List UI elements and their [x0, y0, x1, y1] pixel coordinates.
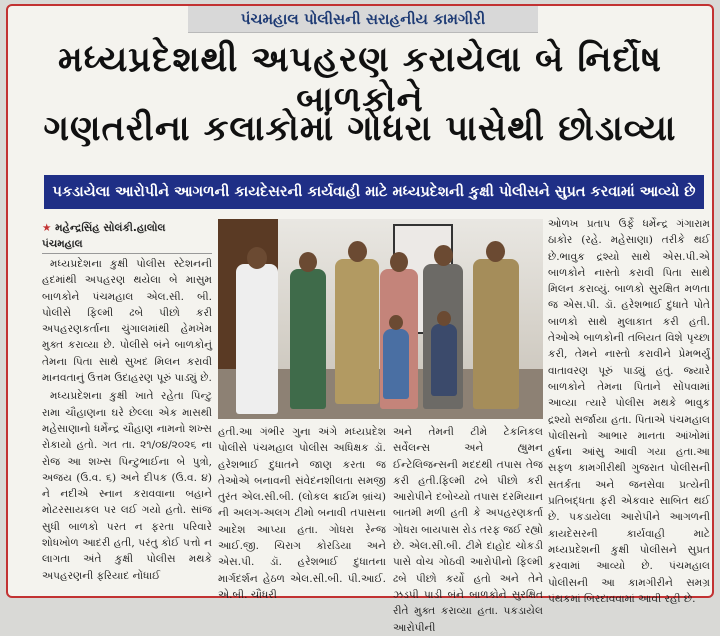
paragraph: ઓળખ પ્રતાપ ઉર્ફે ધર્મેન્દ્ર ગંગારામ ઠાકોર (રહે. મહેસાણા) તરીકે થઈ છે.ભાવુક દ્રશ્યો સાથે એસ.પી.એ બાળકોને નાસ્તો કરાવી પિતા સાથે મિલન કરાવ્યું. બાળકો સુરક્ષિત મળતા જ એસ.પી. ડૉ. હરેશભાઈ દુધાતે પોતે બાળકો સાથે મુલાકાત કરી હતી. તેઓએ બાળકોની તબિયત વિશે પૃચ્છા કરી, તેમને નાસ્તો કરાવીને પ્રેમભર્યું વાતાવરણ પૂરું પાડ્યું હતું. જ્યારે બાળકોને તેમના પિતાને સોંપવામાં આવ્યા ત્યારે પોલીસ મથકે ભાવુક દ્રશ્યો સર્જાયા હતા. પિતાએ પંચમહાલ પોલીસનો આભાર માનતા આંખોમાં હર્ષના આંસુ આવી ગયા હતા.આ સફળ કામગીરીથી ગુજરાત પોલીસની સતર્કતા અને જનસેવા પ્રત્યેની પ્રતિબદ્ધતા ફરી એકવાર સાબિત થઈ છે. પકડાયેલા આરોપીને આગળની કાયદેસરની કાર્યવાહી માટે મધ્યપ્રદેશની કુક્ષી પોલીસને સુપ્રત કરવામાં આવ્યો છે. પંચમહાલ પોલીસની આ કામગીરીને સમગ્ર પંથકમાં બિરદાવવામાં આવી રહી છે. [548, 218, 710, 605]
reporter-name: મહેન્દ્રસિંહ સોલંકી.હાલોલ [55, 222, 166, 234]
person-head [247, 247, 267, 269]
section-banner: પંચમહાલ પોલીસની સરાહનીય કામગીરી [188, 6, 538, 33]
dateline: પંચમહાલ [42, 238, 212, 254]
person-officer-white-shirt [236, 264, 278, 414]
newspaper-page [6, 4, 714, 634]
person-head [434, 245, 453, 266]
byline [42, 222, 202, 235]
person-head [486, 241, 505, 262]
news-photo [218, 219, 543, 419]
article-column-1 [42, 256, 212, 588]
headline-line-1: મધ્યપ્રદેશથી અપહરણ કરાયેલા બે નિર્દોષ બાળકોને [58, 40, 662, 120]
article-column-2 [218, 424, 386, 601]
person-head [348, 241, 367, 262]
paragraph: મધ્યપ્રદેશના કુક્ષી પોલીસ સ્ટેશનની હદમાંથી અપહરણ થયેલા બે માસુમ બાળકોને પંચમહાલ એલ.સી. બી. પોલીસે ફિલ્મી ઢબે પીછો કરી અપહરણકર્તાના ચુંગાલમાંથી હેમખેમ મુક્ત કરાવ્યા છે. પોલીસે બંને બાળકોનું તેમના પિતા સાથે સુખદ મિલન કરાવી માનવતાનું ઉત્તમ ઉદાહરણ પૂરું પાડ્યું છે. [42, 258, 212, 385]
article-column-4 [548, 216, 710, 605]
article-column-3 [393, 424, 543, 634]
person-head [299, 252, 317, 272]
subheadline: પકડાયેલા આરોપીને આગળની કાયદેસરની કાર્યવાહી માટે મધ્યપ્રદેશની કુક્ષી પોલીસને સુપ્રત કરવામાં આવ્યો છે [44, 175, 704, 209]
child-head [389, 315, 403, 330]
paragraph: હતી.આ ગંભીર ગુના અંગે મધ્યપ્રદેશ પોલીસે પંચમહાલ પોલીસ અધિક્ષક ડૉ. હરેશભાઈ દુધાતને જાણ કરતા જ તેઓએ બનાવની સંવેદનશીલતા સમજી તુરંત એલ.સી.બી. (લોકલ ક્રાઈમ બ્રાંચ) ની અલગ-અલગ ટીમો બનાવી તપાસના આદેશ આપ્યા હતા. ગોધરા રેન્જ આઈ.જી. ચિરાગ કોરડિયા અને એસ.પી. ડૉ. હરેશભાઈ દુધાતના માર્ગદર્શન હેઠળ એલ.સી.બી. પી.આઈ. એ.બી. ચૌધરી [218, 426, 386, 601]
child-two [431, 324, 457, 396]
person-checked-shirt [290, 269, 326, 409]
person-police-uniform [473, 259, 519, 409]
paragraph: મધ્યપ્રદેશના કુક્ષી ખાતે રહેતા પિન્ટુ રામા ચૌહાણના ઘરે છેલ્લા એક માસથી મહેસાણાનો ધર્મેન્દ્ર ચૌહાણ નામનો શખ્સ રોકાયો હતો. ગત તા. ૨૧/૦૪/૨૦૨૬ ના રોજ આ શખ્સ પિન્ટુભાઈના બે પુત્રો, અજય (ઉ.વ. ૬) અને દીપક (ઉ.વ. ૪) ને નદીએ સ્નાન કરાવવાના બહાને મોટરસાયકલ પર લઈ ગયો હતો. સાંજ સુધી બાળકો પરત ન ફરતા પરિવારે શોધખોળ આદરી હતી, પરંતુ કોઈ પત્તો ન લાગતા અંતે કુક્ષી પોલીસ મથકે અપહરણની ફરિયાદ નોંધાઈ [42, 390, 212, 582]
person-head [390, 252, 408, 272]
child-head [437, 311, 451, 326]
headline-line-2: ગણતરીના કલાકોમાં ગોધરા પાસેથી છોડાવ્યા [43, 109, 677, 149]
child-one [383, 329, 409, 399]
person-police-uniform [335, 259, 379, 404]
paragraph: અને તેમની ટીમે ટેકનિકલ સર્વેલન્સ અને હ્યુમન ઈન્ટેલિજન્સની મદદથી તપાસ તેજ કરી હતી.ફિલ્મી ઢબે પીછો કરી આરોપીને દબોચ્યો તપાસ દરમિયાન બાતમી મળી હતી કે અપહરણકર્તા ગોધરા બાયપાસ રોડ તરફ જઈ રહ્યો છે. એલ.સી.બી. ટીમે દાહોદ ચોકડી પાસે વોચ ગોઠવી આરોપીનો ફિલ્મી ઢબે પીછો કર્યો હતો અને તેને ઝડપી પાડી બંને બાળકોને સુરક્ષિત રીતે મુક્ત કરાવ્યા હતા. પકડાયેલ આરોપીની [393, 426, 543, 634]
bullet-icon: ★ [42, 222, 52, 234]
